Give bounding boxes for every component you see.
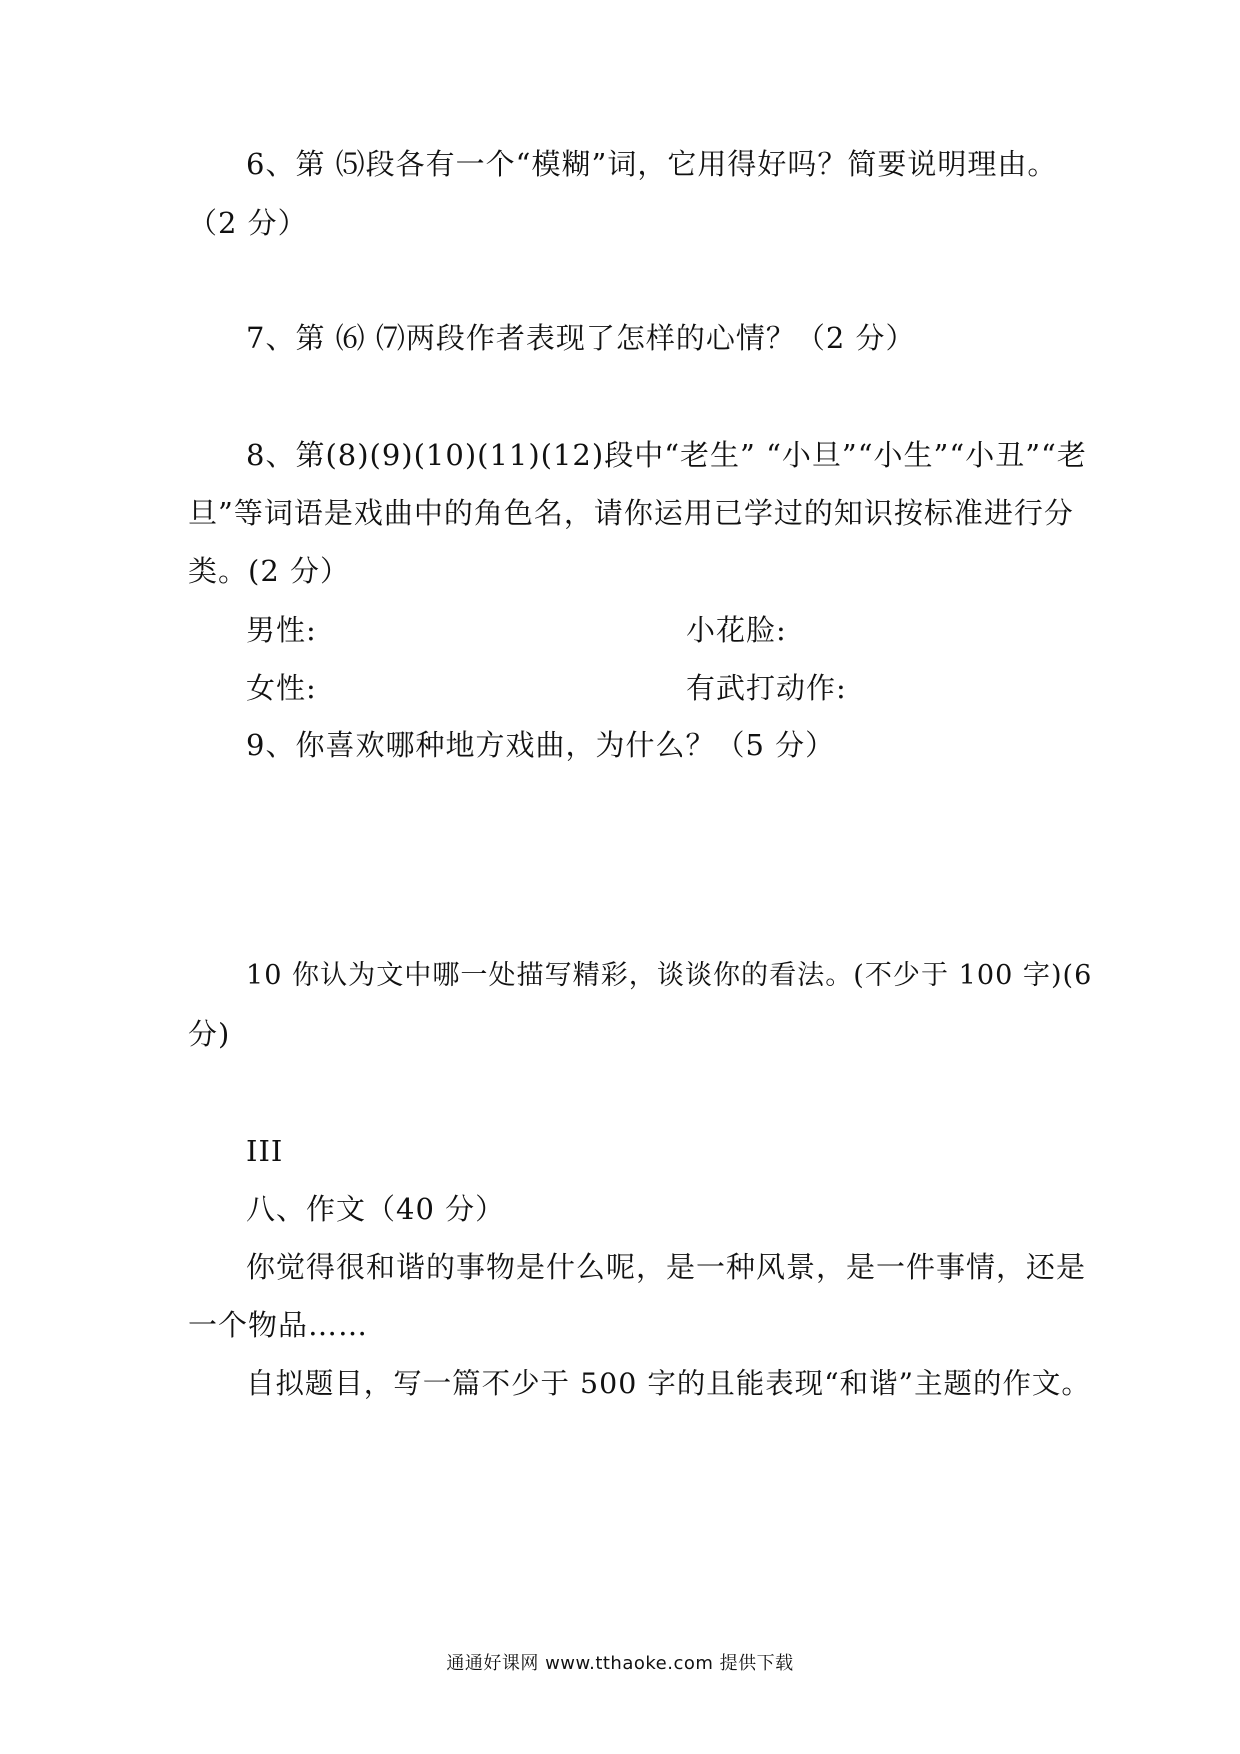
composition-instruction: 自拟题目，写一篇不少于 500 字的且能表现“和谐”主题的作文。 xyxy=(246,1367,1091,1400)
composition-prompt-line-2: 一个物品…… xyxy=(188,1308,369,1342)
question-8-line-2: 旦”等词语是戏曲中的角色名，请你运用已学过的知识按标准进行分 xyxy=(188,496,1074,530)
question-10-line-2: 分) xyxy=(188,1017,231,1051)
question-7-line-1: 7、第 ⑹ ⑺两段作者表现了怎样的心情？（2 分） xyxy=(246,321,916,355)
clown-face-label: 小花脸: xyxy=(686,613,787,647)
page-footer: 通通好课网 www.tthaoke.com 提供下载 xyxy=(446,1653,794,1674)
question-8-line-3: 类。(2 分） xyxy=(188,554,350,588)
composition-prompt-line-1: 你觉得很和谐的事物是什么呢，是一种风景，是一件事情，还是 xyxy=(246,1250,1087,1284)
question-9-line-1: 9、你喜欢哪种地方戏曲，为什么？（5 分） xyxy=(246,728,836,762)
composition-title: 八、作文（40 分） xyxy=(246,1192,506,1226)
question-6-line-2: （2 分） xyxy=(188,206,308,240)
male-label: 男性: xyxy=(246,613,317,647)
section-marker: III xyxy=(246,1134,284,1168)
martial-action-label: 有武打动作: xyxy=(686,671,847,705)
female-label: 女性: xyxy=(246,671,317,705)
question-6-line-1: 6、第 ⑸段各有一个“模糊”词，它用得好吗？简要说明理由。 xyxy=(246,147,1058,181)
question-8-line-1: 8、第(8)(9)(10)(11)(12)段中“老生” “小旦”“小生”“小丑”“老 xyxy=(246,438,1087,472)
question-10-line-1: 10 你认为文中哪一处描写精彩，谈谈你的看法。(不少于 100 字)(6 xyxy=(246,960,1093,991)
